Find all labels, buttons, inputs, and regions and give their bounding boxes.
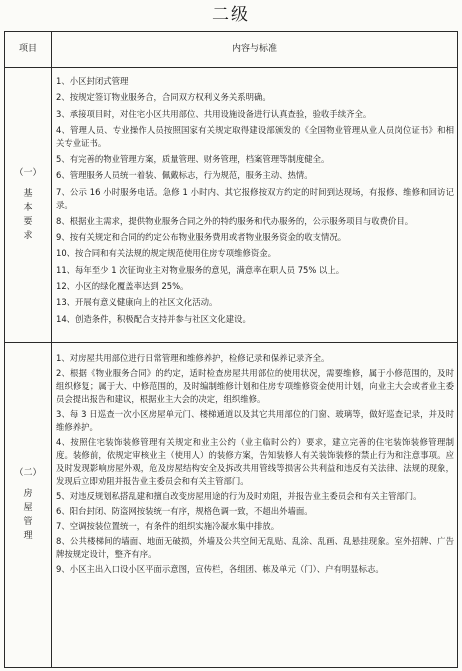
section-number: （二） — [14, 467, 42, 478]
list-item: 2、按规定签订物业服务合，合同双方权利义务关系明确。 — [56, 92, 271, 103]
section-housing-management-row — [5, 343, 458, 668]
list-item: 1、对房屋共用部位进行日常管理和维修养护，检修记录和保养记录齐全。 — [56, 353, 330, 363]
list-item: 2、根据《物业服务合同》的约定，适时检查房屋共用部位的使用状况，需要维修，属于小修范围的，及时组织修复；属于大、中修范围的，及时编制维修计划和住房专项维修资金使用计划，向业主大会或者业主委员会提出报告和建议，根据业主大会的决定，组织维修。 — [56, 368, 454, 404]
section-content-cell — [52, 68, 458, 343]
list-item: 10、按合同和有关法规的规定规范使用住房专项维修资金。 — [56, 248, 277, 259]
header-item-column: 项目 — [5, 32, 52, 68]
page-title: 二级 — [212, 5, 250, 25]
list-item: 3、承接项目时，对住宅小区共用部位、共用设施设备进行认真查验，验收手续齐全。 — [56, 108, 372, 119]
list-item: 6、阳台封闭、防盗网按装统一有序，规格色调一致，不超出外墙面。 — [56, 505, 313, 516]
list-item: 8、公共楼梯间的墙面、地面无破损，外墙及公共空间无乱贴、乱涂、乱画、乱悬挂现象。室外招牌、广告牌按规定设计，整齐有序。 — [56, 536, 454, 559]
list-item: 14、创造条件，积极配合支持并参与社区文化建设。 — [56, 313, 251, 324]
section-number: （一） — [14, 167, 42, 178]
list-item: 11、每年至少 1 次征询业主对物业服务的意见，满意率在职人员 75% 以上。 — [56, 264, 345, 275]
section-label-cell — [5, 68, 52, 343]
list-item: 5、有完善的物业管理方案，质量管理、财务管理，档案管理等制度健全。 — [56, 154, 330, 165]
list-item: 4、按照住宅装饰装修管理有关规定和业主公约（业主临时公约）要求，建立完善的住宅装饰装修管理制度。装修前，依规定审核业主（使用人）的装修方案，告知装修人有关装饰装修的禁止行为和注意事项。应及时发现影响房屋外观，危及房屋结构安全及拆改共用管线等损害公共利益和违反有关法律、法规的现象，发现后立即劝阻并报告业主委员会和有关主管部门。 — [56, 437, 454, 486]
header-content-column: 内容与标准 — [52, 32, 458, 68]
section-name: 房屋管理 — [23, 489, 33, 542]
section-basic-requirements-row — [5, 68, 458, 343]
list-item: 13、开展有意义健康向上的社区文化活动。 — [56, 297, 218, 308]
standards-table — [4, 31, 458, 668]
list-item: 9、按有关规定和合同的约定公布物业服务费用或者物业服务资金的收支情况。 — [56, 232, 347, 243]
table-header-row — [5, 32, 458, 68]
section-label-cell — [5, 343, 52, 668]
list-item: 9、小区主出入口设小区平面示意图，宣传栏，各组团、栋及单元（门）、户有明显标志。 — [56, 564, 384, 575]
list-item: 8、根据业主需求，提供物业服务合同之外的特约服务和代办服务的，公示服务项目与收费价目。 — [56, 215, 414, 226]
list-item: 7、空调按装位置统一，有条件的组织实施冷凝水集中排放。 — [56, 521, 280, 531]
section-name: 基本要求 — [23, 189, 33, 242]
list-item: 6、管理服务人员统一着装、佩戴标志，行为规范，服务主动、热情。 — [56, 170, 313, 181]
list-item: 12、小区的绿化覆盖率达到 25%。 — [56, 281, 189, 292]
list-item: 1、小区封闭式管理 — [56, 76, 129, 86]
section-content-cell — [52, 343, 458, 668]
list-item: 3、每 3 日巡查一次小区房屋单元门、楼梯通道以及其它共用部位的门窗、玻璃等，做好巡查记录，并及时维修养护。 — [56, 409, 454, 432]
list-item: 5、对违反规划私搭乱建和擅自改变房屋用途的行为及时劝阻，并报告业主委员会和有关主管部门。 — [56, 490, 422, 501]
list-item: 7、公示 16 小时服务电话。急修 1 小时内、其它报修按双方约定的时间到达现场，有报修、维修和回访记录。 — [56, 186, 454, 210]
list-item: 4、管理人员、专业操作人员按照国家有关规定取得建设部颁发的《全国物业管理从业人员岗位证书》和相关专业证书。 — [56, 124, 454, 148]
